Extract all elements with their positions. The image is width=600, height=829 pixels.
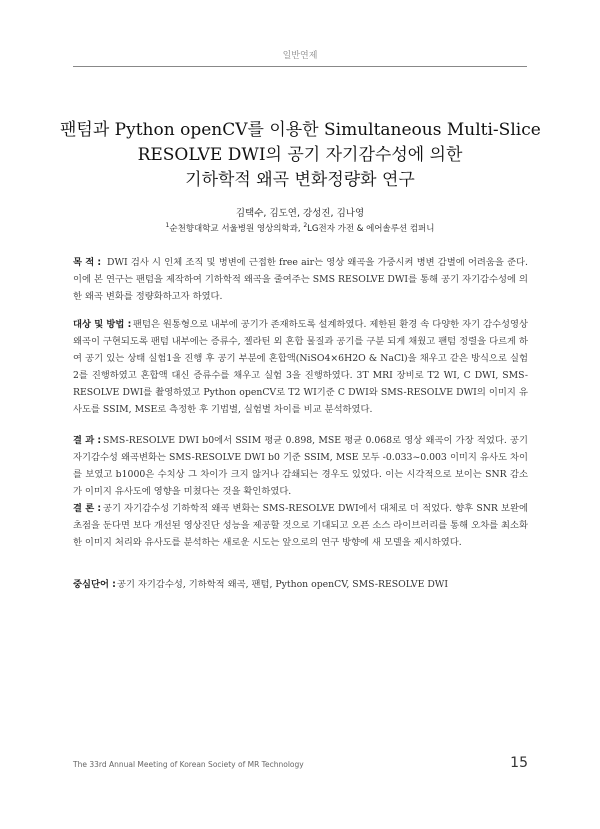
paper-title (60, 118, 540, 193)
results-label: 결 과 : (73, 435, 102, 446)
header-divider (73, 66, 527, 67)
affil-sup-2: 2 (303, 222, 308, 230)
section-keywords (73, 576, 528, 593)
purpose-body: DWI 검사 시 인체 조직 및 병변에 근접한 free air는 영상 왜곡을 가중시켜 병변 감별에 어려움을 준다. 이에 본 연구는 팬텀을 제작하여 기하학적 왜곡을 줄여주는 SMS RESOLVE DWI를 통해 공기 자기감수성에 의한 왜곡 변화를 정량화하고자 하였다. (73, 257, 528, 302)
page-number: 15 (510, 755, 528, 771)
conclusion-text (73, 500, 528, 551)
results-body: SMS-RESOLVE DWI b0에서 SSIM 평균 0.898, MSE 평균 0.068로 영상 왜곡이 가장 적었다. 공기자기감수성 왜곡변화는 SMS-RESOLVE DWI b0 기준 SSIM, MSE 모두 -0.033~0.003 이미지 유사도 차이를 보였고 b1000은 수치상 그 차이가 크지 않거나 감쇄되는 경우도 있었다. 이는 시각적으로 보이는 SNR 감소가 이미지 유사도에 영향을 미쳤다는 것을 확인하였다. (73, 435, 528, 497)
results-text (73, 432, 528, 500)
affil-part-1: 순천향대학교 서울병원 영상의학과, (169, 224, 304, 234)
title-line-3: 기하학적 왜곡 변화정량화 연구 (185, 170, 415, 190)
methods-body: 팬텀은 원통형으로 내부에 공기가 존재하도록 설계하였다. 제한된 환경 속 다양한 자기 감수성영상 왜곡이 구현되도록 팬텀 내부에는 증류수, 젤라틴 외 혼합 물질과 공기를 구분 되게 채웠고 팬텀 정렬을 다르게 하여 공기 있는 상태 실험1을 진행 후 공기 부분에 혼합액(NiSO4×6H2O & NaCl)을 채우고 같은 방식으로 실험 2를 진행하였고 혼합액 대신 증류수를 채우고 실험 3을 진행하였다. 3T MRI 장비로 T2 WI, C DWI, SMS-RESOLVE DWI를 촬영하였고 Python openCV로 T2 WI기준 C DWI와 SMS-RESOLVE DWI의 이미지 유사도를 SSIM, MSE로 측정한 후 기법별, 실험별 차이를 비교 분석하였다. (73, 319, 528, 415)
keywords-text (73, 576, 528, 593)
keywords-body: 공기 자기감수성, 기하학적 왜곡, 팬텀, Python openCV, SMS-RESOLVE DWI (117, 579, 448, 590)
affiliation (0, 222, 600, 234)
affil-sup-1: 1 (165, 222, 170, 230)
title-line-1: 팬텀과 Python openCV를 이용한 Simultaneous Multi-Slice (60, 120, 541, 140)
methods-text (73, 316, 528, 418)
conclusion-body: 공기 자기감수성 기하학적 왜곡 변화는 SMS-RESOLVE DWI에서 대체로 더 적었다. 향후 SNR 보완에 초점을 둔다면 보다 개선된 영상진단 성능을 제공할 것으로 기대되고 오픈 소스 라이브러리를 통해 오차를 최소화한 이미지 처리와 유사도를 분석하는 새로운 시도는 앞으로의 연구 방향에 새 모델을 제시하였다. (73, 503, 528, 548)
footer-meeting: The 33rd Annual Meeting of Korean Society of MR Technology (73, 760, 304, 769)
purpose-text (73, 254, 528, 305)
conclusion-label: 결 론 : (73, 503, 102, 514)
author-list: 김택수, 김도연, 강성진, 김나영 (235, 208, 365, 219)
section-conclusion (73, 500, 528, 551)
purpose-label: 목 적 : (73, 257, 102, 268)
affil-part-2: LG전자 가전 & 에어솔루션 컴퍼니 (307, 224, 435, 234)
section-methods (73, 316, 528, 418)
title-line-2: RESOLVE DWI의 공기 자기감수성에 의한 (137, 145, 463, 165)
section-purpose (73, 254, 528, 305)
methods-label: 대상 및 방법 : (73, 319, 132, 330)
section-label: 일반연제 (282, 51, 318, 61)
keywords-label: 중심단어 : (73, 579, 116, 590)
section-results (73, 432, 528, 500)
